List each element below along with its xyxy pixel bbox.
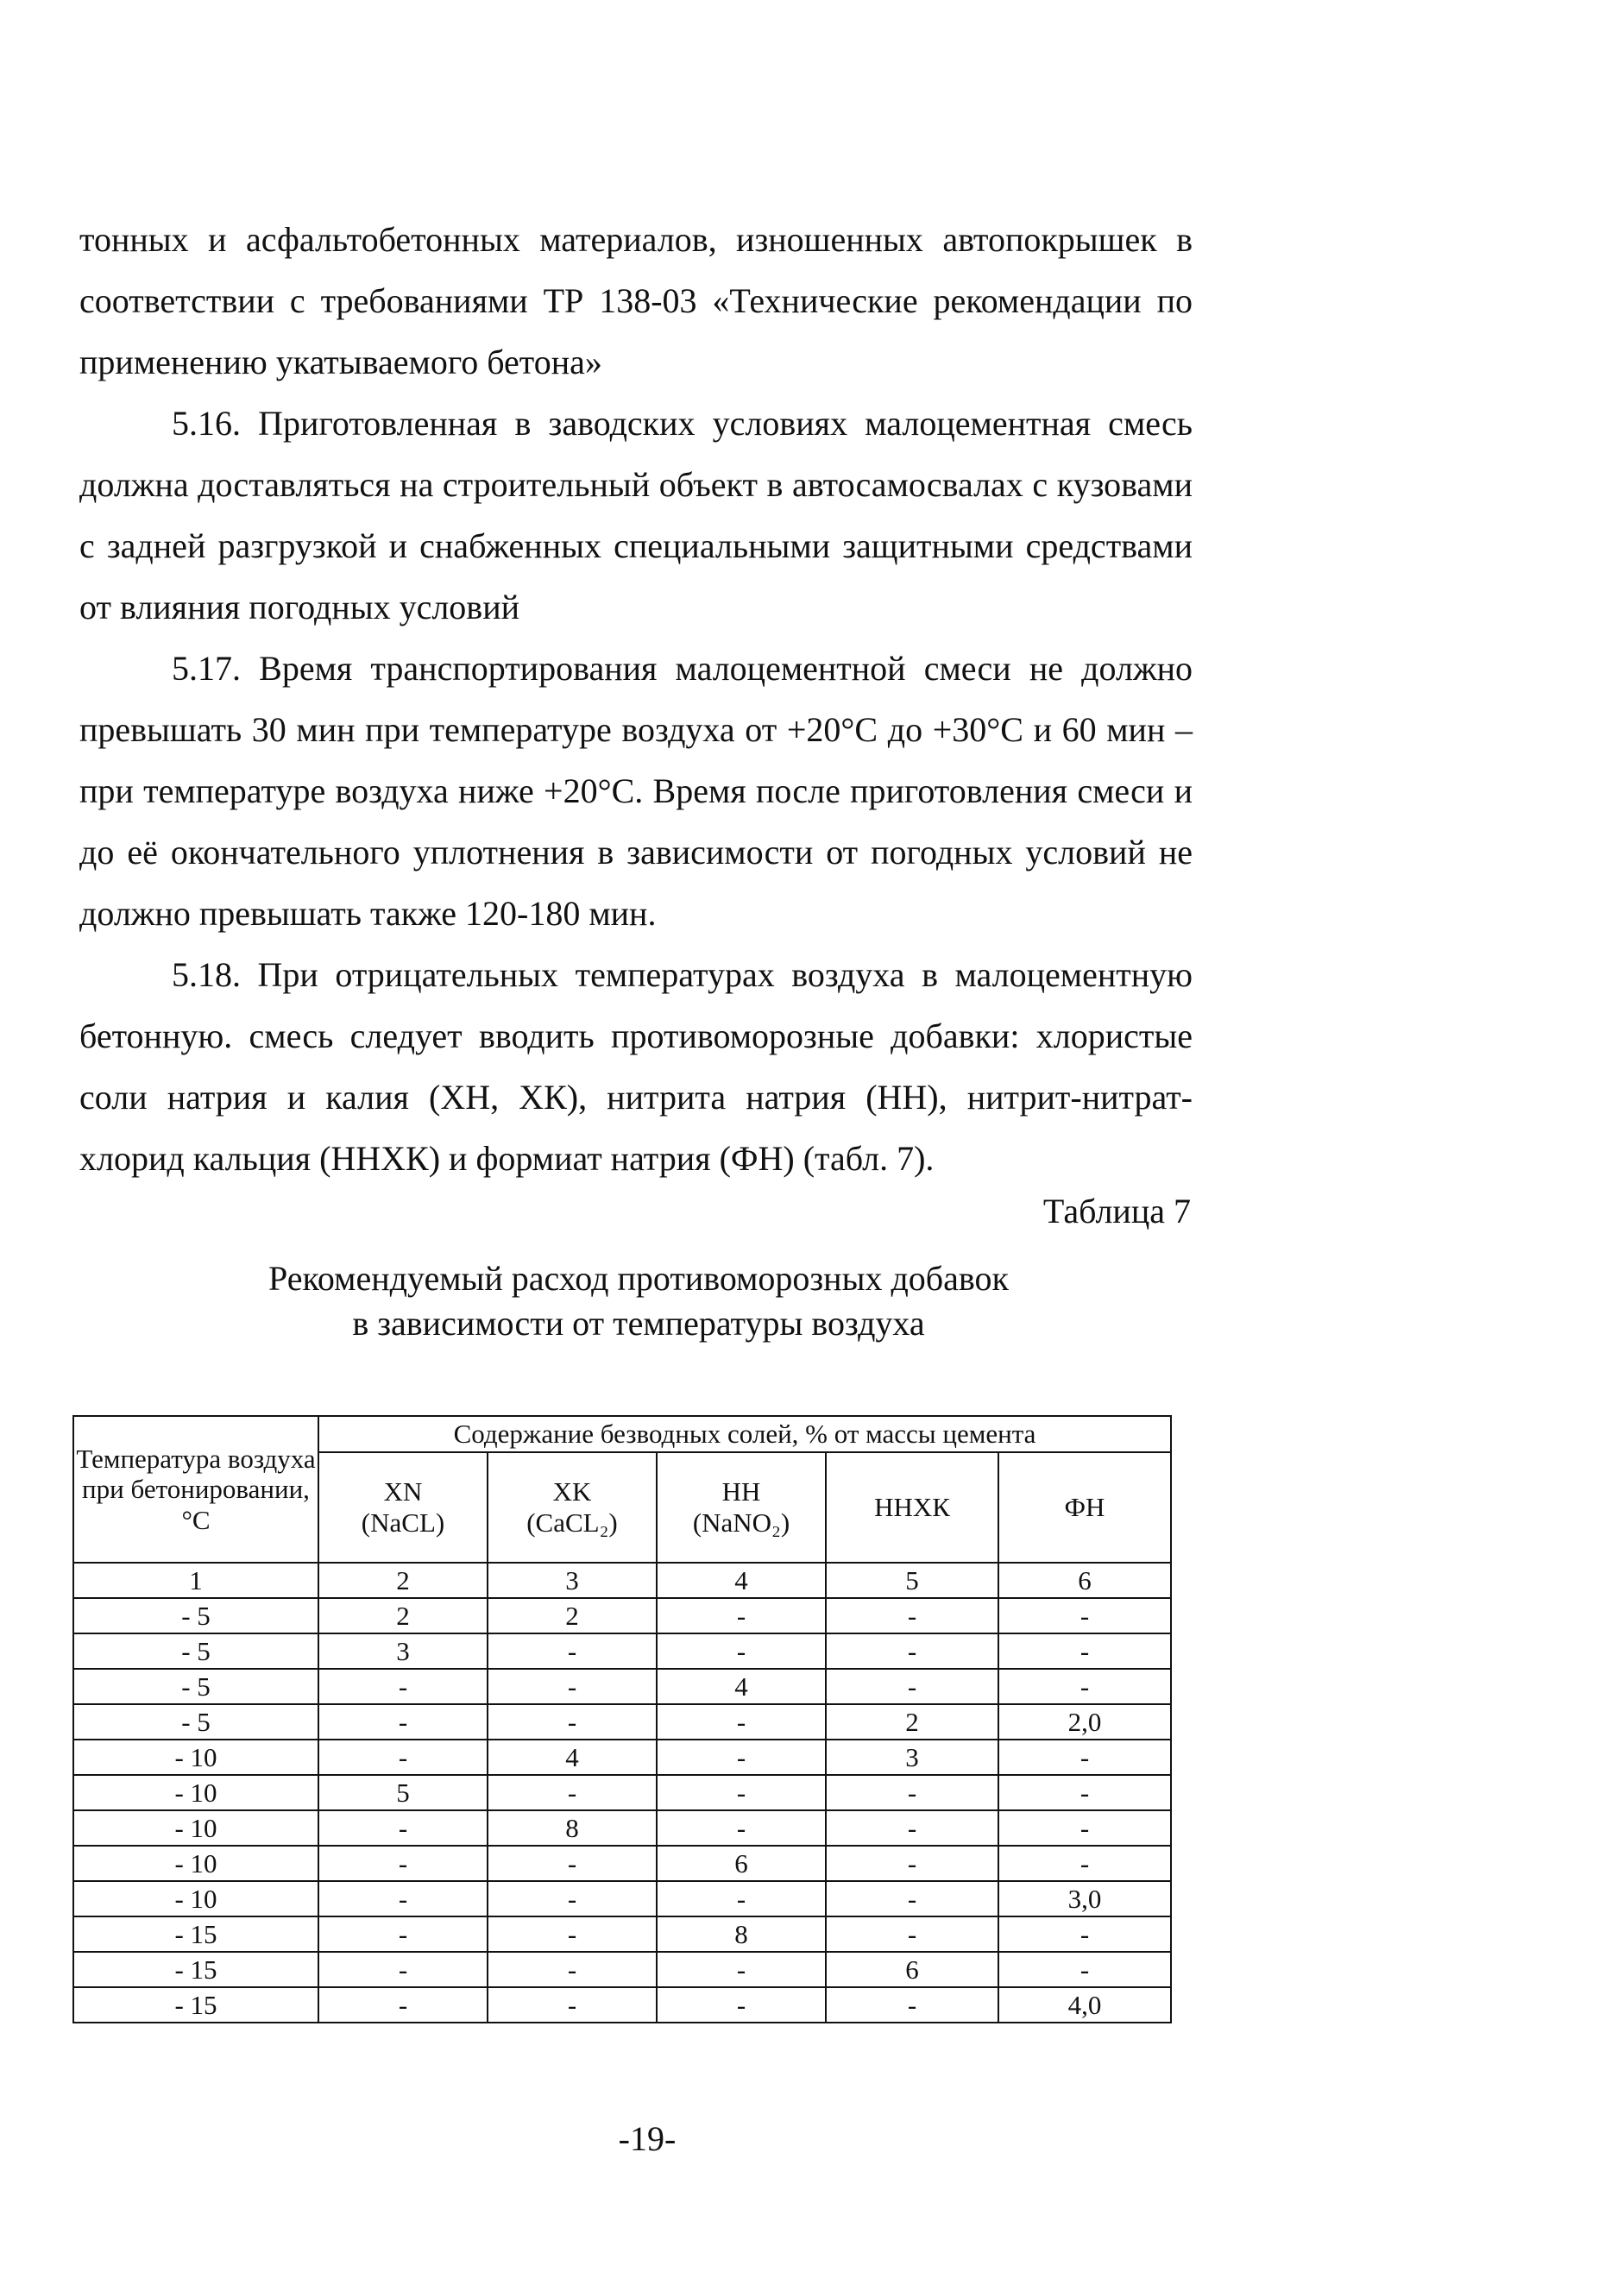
- table-cell: 5: [318, 1775, 488, 1810]
- table-cell: -: [826, 1810, 998, 1846]
- table-cell: 6: [826, 1952, 998, 1987]
- temperature-cell: - 5: [73, 1704, 318, 1740]
- table-cell: -: [657, 1633, 826, 1669]
- header-col-fn: ФН: [998, 1452, 1171, 1563]
- table-cell: 2: [826, 1704, 998, 1740]
- table-title-line-2: в зависимости от температуры воздуха: [352, 1304, 925, 1343]
- column-number: 3: [488, 1563, 657, 1598]
- header-col-xk: [488, 1452, 657, 1563]
- table-cell: -: [657, 1952, 826, 1987]
- table-cell: -: [657, 1775, 826, 1810]
- header-temperature: Температура воздуха при бетонировании, °С: [73, 1416, 318, 1563]
- temperature-cell: - 15: [73, 1952, 318, 1987]
- column-number: 4: [657, 1563, 826, 1598]
- column-number-row: [73, 1563, 1171, 1598]
- table-cell: -: [998, 1775, 1171, 1810]
- table-cell: -: [488, 1952, 657, 1987]
- table-cell: 3,0: [998, 1881, 1171, 1916]
- table-row: [73, 1987, 1171, 2023]
- table-cell: -: [998, 1669, 1171, 1704]
- table-cell: -: [318, 1810, 488, 1846]
- table-cell: -: [826, 1846, 998, 1881]
- header-col-hh-name: HH: [721, 1476, 761, 1507]
- table-cell: -: [826, 1987, 998, 2023]
- column-number: 1: [73, 1563, 318, 1598]
- temperature-cell: - 15: [73, 1987, 318, 2023]
- table-cell: 4,0: [998, 1987, 1171, 2023]
- temperature-cell: - 10: [73, 1740, 318, 1775]
- table-row: [73, 1916, 1171, 1952]
- table-cell: -: [826, 1669, 998, 1704]
- table-cell: -: [318, 1881, 488, 1916]
- table-cell: -: [826, 1598, 998, 1633]
- table-cell: -: [488, 1775, 657, 1810]
- table-cell: 3: [826, 1740, 998, 1775]
- table-cell: 6: [657, 1846, 826, 1881]
- table-cell: 2,0: [998, 1704, 1171, 1740]
- table-row: [73, 1810, 1171, 1846]
- temperature-cell: - 10: [73, 1810, 318, 1846]
- temperature-cell: - 15: [73, 1916, 318, 1952]
- table-cell: -: [998, 1916, 1171, 1952]
- paragraph-5-16: 5.16. Приготовленная в заводских условиях малоцементная смесь должна доставляться на строительный объект в автосамосвалах с кузовами с задней разгрузкой и снабженных специальными защитными средствами от влияния погодных условий: [79, 404, 1193, 626]
- table-cell: -: [318, 1704, 488, 1740]
- table-cell: -: [657, 1704, 826, 1740]
- table-cell: 4: [488, 1740, 657, 1775]
- table-cell: -: [826, 1916, 998, 1952]
- table-cell: 8: [657, 1916, 826, 1952]
- header-col-xk-name: XK: [552, 1476, 592, 1507]
- table-title-line-1: Рекомендуемый расход противоморозных добавок: [268, 1259, 1009, 1298]
- table-cell: -: [318, 1669, 488, 1704]
- temperature-cell: - 5: [73, 1633, 318, 1669]
- table-cell: -: [998, 1598, 1171, 1633]
- table-header-row-1: [73, 1416, 1171, 1452]
- table-cell: -: [318, 1916, 488, 1952]
- table-cell: -: [318, 1846, 488, 1881]
- header-col-hh-formula: (NaNO₂): [692, 1507, 790, 1538]
- temperature-cell: - 5: [73, 1598, 318, 1633]
- table-row: [73, 1598, 1171, 1633]
- table-cell: -: [998, 1740, 1171, 1775]
- paragraph-5-18: 5.18. При отрицательных температурах воздуха в малоцементную бетонную. смесь следует вводить противоморозные добавки: хлористые соли натрия и калия (ХН, ХК), нитрита натрия (НН), нитрит-нитрат-хлорид кальция (ННХК) и формиат натрия (ФН) (табл. 7).: [79, 955, 1193, 1178]
- table-cell: -: [657, 1881, 826, 1916]
- paragraph-continuation: тонных и асфальтобетонных материалов, изношенных автопокрышек в соответствии с требованиями ТР 138-03 «Технические рекомендации по применению укатываемого бетона»: [79, 220, 1193, 381]
- temperature-cell: - 10: [73, 1881, 318, 1916]
- table-row: [73, 1704, 1171, 1740]
- temperature-cell: - 5: [73, 1669, 318, 1704]
- table-cell: -: [998, 1633, 1171, 1669]
- header-col-xn-formula: (NaCL): [361, 1507, 445, 1538]
- header-col-nnxk: ННХК: [826, 1452, 998, 1563]
- table-cell: -: [318, 1740, 488, 1775]
- table-row: [73, 1775, 1171, 1810]
- table-cell: -: [318, 1952, 488, 1987]
- table-row: [73, 1881, 1171, 1916]
- header-col-xn-name: XN: [383, 1476, 423, 1507]
- table-cell: -: [488, 1881, 657, 1916]
- table-cell: 2: [488, 1598, 657, 1633]
- table-cell: 8: [488, 1810, 657, 1846]
- temperature-cell: - 10: [73, 1846, 318, 1881]
- table-cell: 2: [318, 1598, 488, 1633]
- table-row: [73, 1952, 1171, 1987]
- temperature-cell: - 10: [73, 1775, 318, 1810]
- paragraph-5-17: 5.17. Время транспортирования малоцементной смеси не должно превышать 30 мин при температуре воздуха от +20°С до +30°С и 60 мин – при температуре воздуха ниже +20°С. Время после приготовления смеси и до её окончательного уплотнения в зависимости от погодных условий не должно превышать также 120-180 мин.: [79, 649, 1193, 933]
- table-cell: -: [826, 1775, 998, 1810]
- table-row: [73, 1740, 1171, 1775]
- header-salts-group: Содержание безводных солей, % от массы цемента: [318, 1416, 1171, 1452]
- table-cell: -: [488, 1987, 657, 2023]
- column-number: 2: [318, 1563, 488, 1598]
- table-cell: 4: [657, 1669, 826, 1704]
- antifreeze-additives-table: [72, 1415, 1172, 2023]
- table-cell: -: [998, 1846, 1171, 1881]
- table-cell: -: [488, 1916, 657, 1952]
- header-col-xk-formula: (CaCL₂): [526, 1507, 618, 1538]
- table-cell: -: [657, 1598, 826, 1633]
- table-cell: -: [657, 1810, 826, 1846]
- table-label: Таблица 7: [1042, 1192, 1191, 1230]
- header-col-hh: [657, 1452, 826, 1563]
- table-cell: -: [488, 1633, 657, 1669]
- table-cell: -: [488, 1704, 657, 1740]
- table-cell: -: [998, 1952, 1171, 1987]
- table-row: [73, 1669, 1171, 1704]
- table-cell: -: [488, 1669, 657, 1704]
- table-cell: -: [826, 1881, 998, 1916]
- table-cell: -: [488, 1846, 657, 1881]
- table-row: [73, 1846, 1171, 1881]
- table-cell: -: [657, 1987, 826, 2023]
- table-cell: 3: [318, 1633, 488, 1669]
- table-cell: -: [998, 1810, 1171, 1846]
- table-row: [73, 1633, 1171, 1669]
- table-cell: -: [826, 1633, 998, 1669]
- table-cell: -: [318, 1987, 488, 2023]
- header-col-xn: [318, 1452, 488, 1563]
- body-text: [79, 209, 1193, 1189]
- column-number: 6: [998, 1563, 1171, 1598]
- page-number: -19-: [618, 2119, 677, 2158]
- column-number: 5: [826, 1563, 998, 1598]
- table-cell: -: [657, 1740, 826, 1775]
